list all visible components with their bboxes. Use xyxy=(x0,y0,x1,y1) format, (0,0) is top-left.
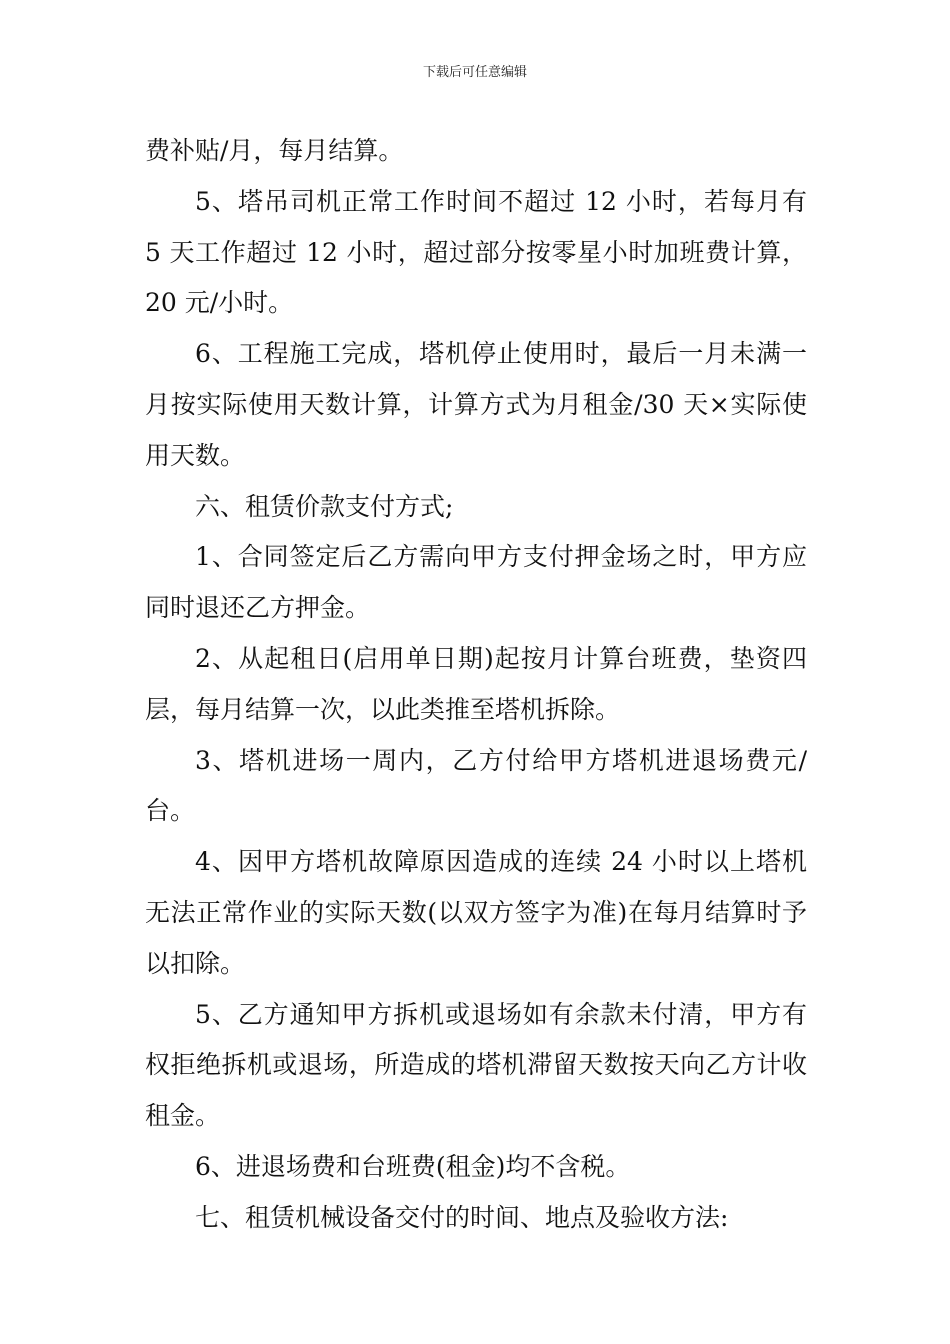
paragraph-8: 4、因甲方塔机故障原因造成的连续 24 小时以上塔机无法正常作业的实际天数(以双方签字为准)在每月结算时予以扣除。 xyxy=(145,847,807,978)
paragraph-5: 1、合同签定后乙方需向甲方支付押金场之时，甲方应同时退还乙方押金。 xyxy=(145,542,807,623)
paragraph-3: 6、工程施工完成，塔机停止使用时，最后一月未满一月按实际使用天数计算，计算方式为月租金/30 天×实际使用天数。 xyxy=(145,339,807,470)
paragraph-2: 5、塔吊司机正常工作时间不超过 12 小时，若每月有 5 天工作超过 12 小时，超过部分按零星小时加班费计算，20 元/小时。 xyxy=(145,186,807,318)
page-header: 下载后可任意编辑 xyxy=(422,65,527,80)
section-heading-7: 七、租赁机械设备交付的时间、地点及验收方法: xyxy=(195,1202,729,1232)
paragraph-10: 6、进退场费和台班费(租金)均不含税。 xyxy=(195,1151,631,1181)
paragraph-7: 3、塔机进场一周内，乙方付给甲方塔机进退场费元/台。 xyxy=(145,745,807,826)
paragraph-6: 2、从起租日(启用单日期)起按月计算台班费，垫资四层，每月结算一次，以此类推至塔机拆除。 xyxy=(145,643,807,724)
paragraph-9: 5、乙方通知甲方拆机或退场如有余款未付清，甲方有权拒绝拆机或退场，所造成的塔机滞留天数按天向乙方计收租金。 xyxy=(145,999,807,1131)
section-heading-6: 六、租赁价款支付方式; xyxy=(195,491,454,521)
document-body xyxy=(145,126,807,1244)
paragraph-1: 费补贴/月，每月结算。 xyxy=(145,136,404,165)
